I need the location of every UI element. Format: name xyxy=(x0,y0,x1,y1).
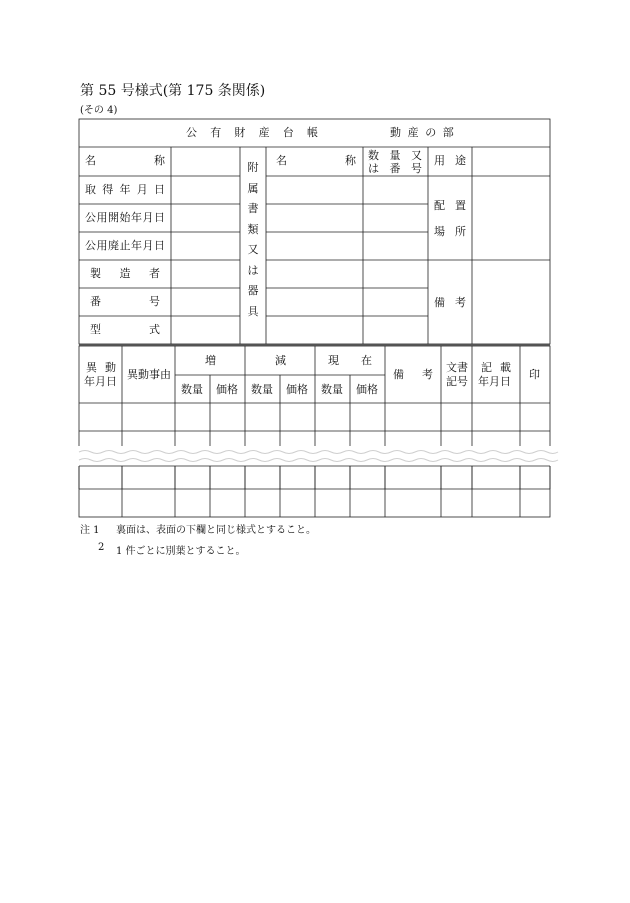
label-entry-date-line1: 記載 xyxy=(481,361,511,374)
label-change-date-line2: 年月日 xyxy=(84,375,117,388)
label-model: 型式 xyxy=(90,323,160,336)
label-seal: 印 xyxy=(529,368,540,381)
label-qty-current: 数量 xyxy=(321,383,343,396)
label-use-end-date: 公用廃止年月日 xyxy=(85,239,165,252)
label-location-line2: 場所 xyxy=(434,225,466,238)
label-doc-number-line1: 文書 xyxy=(446,361,468,374)
note-1-text: 裏面は、表面の下欄と同じ様式とすること。 xyxy=(116,525,316,536)
note-1-number: 注 1 xyxy=(80,525,100,536)
label-number: 番号 xyxy=(90,295,160,308)
label-increase: 増 xyxy=(205,354,216,367)
label-usage: 用途 xyxy=(434,154,466,167)
label-qty-decrease: 数量 xyxy=(251,383,273,396)
label-location-line1: 配置 xyxy=(434,199,466,212)
label-remarks-lower: 備考 xyxy=(393,368,433,381)
label-name-mid: 名称 xyxy=(276,154,356,167)
label-qty-increase: 数量 xyxy=(181,383,203,396)
label-use-start-date: 公用開始年月日 xyxy=(85,211,165,224)
label-acquired-date: 取得年月日 xyxy=(85,183,165,196)
label-remarks-upper: 備考 xyxy=(434,296,466,309)
form-title: 第 55 号様式(第 175 条関係) xyxy=(80,83,266,99)
label-qty-line1: 数量又 xyxy=(368,149,422,162)
label-attached-vertical: 附属書類又は器具 xyxy=(247,161,259,318)
label-manufacturer: 製造者 xyxy=(90,267,160,280)
form-subtitle: (その 4) xyxy=(80,105,118,116)
ledger-title: 公有財産台帳 xyxy=(186,126,332,139)
label-name-left: 名称 xyxy=(85,154,165,167)
label-change-reason: 異動事由 xyxy=(127,368,171,381)
ledger-section: 動産の部 xyxy=(390,126,461,139)
label-change-date-line1: 異動 xyxy=(86,361,116,374)
note-2-number: 2 xyxy=(98,542,105,553)
label-decrease: 減 xyxy=(275,354,286,367)
label-doc-number-line2: 記号 xyxy=(446,375,468,388)
label-current: 現在 xyxy=(328,354,372,367)
label-price-current: 価格 xyxy=(356,383,378,396)
label-price-increase: 価格 xyxy=(216,383,238,396)
note-2-text: 1 件ごとに別葉とすること。 xyxy=(116,546,246,557)
label-entry-date-line2: 年月日 xyxy=(478,375,511,388)
label-qty-line2: は番号 xyxy=(368,162,422,175)
label-price-decrease: 価格 xyxy=(286,383,308,396)
